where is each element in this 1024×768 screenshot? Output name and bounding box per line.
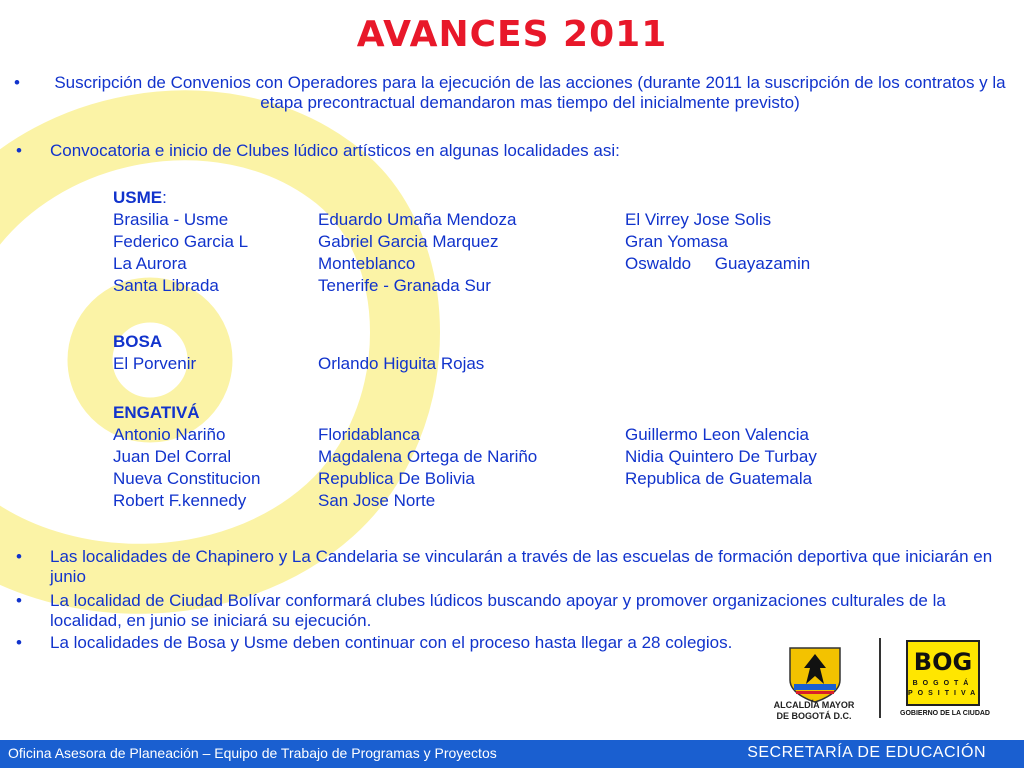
- heading-colon: :: [162, 188, 167, 207]
- bullet-marker: •: [16, 141, 22, 160]
- alcaldia-line-1: ALCALDÍA MAYOR: [773, 700, 855, 710]
- school-cell: Juan Del Corral: [113, 447, 232, 466]
- bullet-convocatoria: [16, 141, 950, 161]
- school-cell: Gabriel Garcia Marquez: [318, 232, 499, 251]
- school-cell: Republica De Bolivia: [318, 469, 475, 488]
- school-cell: Nidia Quintero De Turbay: [625, 447, 817, 466]
- section-heading-usme: USME: [113, 188, 163, 207]
- section-heading-bosa: BOSA: [113, 332, 163, 351]
- bogota-positiva-logo: [906, 640, 980, 706]
- section-heading-engativa: ENGATIVÁ: [113, 403, 200, 422]
- bullet-marker: •: [16, 591, 22, 610]
- bullet-chapinero: [16, 547, 1010, 587]
- bog-logo-sub1: BOGOTÁ: [912, 680, 974, 687]
- logo-divider: [879, 638, 881, 718]
- school-cell: Oswaldo Guayazamin: [625, 254, 811, 273]
- school-cell: Republica de Guatemala: [625, 469, 813, 488]
- school-cell: Nueva Constitucion: [113, 469, 261, 488]
- gobierno-ciudad-text: GOBIERNO DE LA CIUDAD: [900, 710, 990, 717]
- school-cell: Gran Yomasa: [625, 232, 729, 251]
- school-cell: Federico Garcia L: [113, 232, 249, 251]
- alcaldia-line-2: DE BOGOTÁ D.C.: [776, 711, 852, 721]
- bullet-convenios: [14, 73, 1010, 113]
- school-cell: La Aurora: [113, 254, 187, 273]
- bullet-text: Suscripción de Convenios con Operadores para la ejecución de las acciones (durante 2011 la suscripción de los contratos y la etapa precontractual demandaron mas tiempo del inicialmente previsto): [54, 73, 1006, 112]
- alcaldia-logo-text: [752, 700, 876, 722]
- footer-bar: [0, 740, 1024, 768]
- bullet-ciudad-bolivar: [16, 591, 1010, 631]
- school-cell: Brasilia - Usme: [113, 210, 229, 229]
- school-cell: Robert F.kennedy: [113, 491, 247, 510]
- footer-office-text: Oficina Asesora de Planeación – Equipo de Trabajo de Programas y Proyectos: [8, 745, 497, 761]
- bog-logo-word: BOG: [913, 648, 973, 676]
- school-cell: Antonio Nariño: [113, 425, 226, 444]
- school-cell: Orlando Higuita Rojas: [318, 354, 485, 373]
- bullet-marker: •: [16, 633, 22, 652]
- page-title: AVANCES 2011: [356, 14, 668, 55]
- bullet-text: Las localidades de Chapinero y La Candelaria se vincularán a través de las escuelas de formación deportiva que iniciarán en junio: [50, 547, 993, 586]
- school-cell: El Virrey Jose Solis: [625, 210, 772, 229]
- school-cell: Monteblanco: [318, 254, 416, 273]
- school-cell: San Jose Norte: [318, 491, 436, 510]
- bullet-marker: •: [14, 73, 20, 92]
- school-cell: Guillermo Leon Valencia: [625, 425, 809, 444]
- school-cell: Magdalena Ortega de Nariño: [318, 447, 538, 466]
- footer-secretaria-text: SECRETARÍA DE EDUCACIÓN: [747, 744, 986, 761]
- school-cell: Floridablanca: [318, 425, 421, 444]
- school-cell: El Porvenir: [113, 354, 197, 373]
- bullet-text: La localidad de Ciudad Bolívar conformará clubes lúdicos buscando apoyar y promover organizaciones culturales de la localidad, en junio se iniciará su ejecución.: [50, 591, 946, 630]
- bullet-text: La localidades de Bosa y Usme deben continuar con el proceso hasta llegar a 28 colegios.: [50, 633, 733, 652]
- school-cell: Santa Librada: [113, 276, 219, 295]
- school-cell: Tenerife - Granada Sur: [318, 276, 491, 295]
- bullet-marker: •: [16, 547, 22, 566]
- bog-logo-sub2: POSITIVA: [908, 690, 981, 697]
- bullet-text: Convocatoria e inicio de Clubes lúdico artísticos en algunas localidades asi:: [50, 141, 620, 160]
- school-cell: Eduardo Umaña Mendoza: [318, 210, 517, 229]
